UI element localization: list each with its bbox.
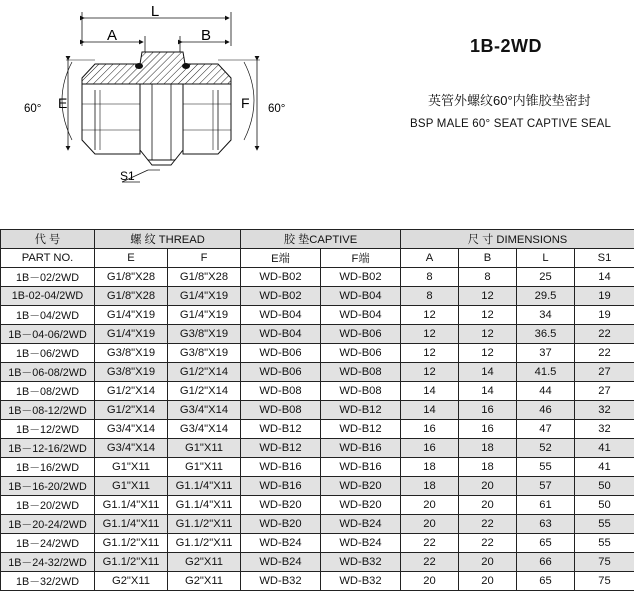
cell-e-captive: WD-B02: [241, 268, 321, 287]
cell-dim-s1: 41: [575, 458, 634, 477]
table-row: [1, 572, 634, 591]
cell-dim-b: 18: [459, 439, 517, 458]
cell-dim-a: 22: [401, 553, 459, 572]
cell-f-captive: WD-B04: [321, 287, 401, 306]
cell-f-thread: G3/8"X19: [168, 344, 241, 363]
table-row: [1, 534, 634, 553]
cell-e-thread: G3/8"X19: [95, 344, 168, 363]
cell-dim-l: 44: [517, 382, 575, 401]
cell-dim-a: 18: [401, 458, 459, 477]
cell-part-no: 1B－16/2WD: [1, 458, 95, 477]
group-header-dimensions: 尺 寸 DIMENSIONS: [401, 230, 634, 249]
cell-dim-l: 37: [517, 344, 575, 363]
cell-dim-s1: 19: [575, 306, 634, 325]
cell-dim-a: 18: [401, 477, 459, 496]
cell-f-captive: WD-B12: [321, 420, 401, 439]
cell-e-captive: WD-B20: [241, 515, 321, 534]
cell-dim-b: 20: [459, 477, 517, 496]
table-row: [1, 401, 634, 420]
cell-dim-b: 14: [459, 382, 517, 401]
cell-f-thread: G1/4"X19: [168, 306, 241, 325]
cell-dim-a: 22: [401, 534, 459, 553]
cell-dim-s1: 55: [575, 515, 634, 534]
group-header-row: [1, 230, 634, 249]
cell-f-thread: G3/4"X14: [168, 420, 241, 439]
cell-dim-a: 12: [401, 363, 459, 382]
cell-dim-a: 12: [401, 344, 459, 363]
cell-f-captive: WD-B02: [321, 268, 401, 287]
cell-dim-b: 18: [459, 458, 517, 477]
cell-f-captive: WD-B08: [321, 363, 401, 382]
cell-dim-a: 20: [401, 496, 459, 515]
sub-header-row: [1, 249, 634, 268]
col-header-e-end: E端: [241, 249, 321, 268]
cell-dim-l: 65: [517, 572, 575, 591]
cell-f-thread: G2"X11: [168, 553, 241, 572]
cell-dim-b: 20: [459, 572, 517, 591]
cell-dim-l: 36.5: [517, 325, 575, 344]
cell-e-captive: WD-B12: [241, 420, 321, 439]
cell-part-no: 1B－08-12/2WD: [1, 401, 95, 420]
cell-f-thread: G2"X11: [168, 572, 241, 591]
cell-f-thread: G1.1/2"X11: [168, 534, 241, 553]
cell-e-thread: G1.1/4"X11: [95, 515, 168, 534]
cell-dim-a: 8: [401, 287, 459, 306]
cell-part-no: 1B－08/2WD: [1, 382, 95, 401]
cell-dim-s1: 19: [575, 287, 634, 306]
col-header-s1: S1: [575, 249, 634, 268]
cell-f-captive: WD-B04: [321, 306, 401, 325]
cell-dim-l: 57: [517, 477, 575, 496]
cell-dim-s1: 32: [575, 401, 634, 420]
cell-f-captive: WD-B32: [321, 572, 401, 591]
cell-dim-l: 34: [517, 306, 575, 325]
cell-e-thread: G1/4"X19: [95, 325, 168, 344]
cell-dim-s1: 27: [575, 363, 634, 382]
product-description-en: BSP MALE 60° SEAT CAPTIVE SEAL: [410, 118, 612, 130]
table-row: [1, 458, 634, 477]
dim-label-A: A: [106, 27, 118, 44]
cell-dim-a: 14: [401, 401, 459, 420]
cell-e-captive: WD-B12: [241, 439, 321, 458]
cell-dim-l: 65: [517, 534, 575, 553]
cell-dim-s1: 27: [575, 382, 634, 401]
cell-dim-s1: 22: [575, 325, 634, 344]
cell-dim-s1: 50: [575, 477, 634, 496]
cell-f-captive: WD-B32: [321, 553, 401, 572]
cell-e-captive: WD-B16: [241, 477, 321, 496]
cell-dim-l: 25: [517, 268, 575, 287]
cell-dim-b: 16: [459, 420, 517, 439]
cell-part-no: 1B－24-32/2WD: [1, 553, 95, 572]
cell-part-no: 1B－02/2WD: [1, 268, 95, 287]
cell-dim-s1: 14: [575, 268, 634, 287]
dim-label-S1: S1: [120, 169, 135, 183]
cell-e-thread: G1/4"X19: [95, 306, 168, 325]
cell-f-captive: WD-B20: [321, 477, 401, 496]
cell-dim-l: 29.5: [517, 287, 575, 306]
cell-e-thread: G1/2"X14: [95, 382, 168, 401]
cell-part-no: 1B－04/2WD: [1, 306, 95, 325]
cell-dim-l: 47: [517, 420, 575, 439]
angle-label-right: 60°: [268, 103, 286, 115]
cell-e-thread: G1"X11: [95, 458, 168, 477]
cell-f-captive: WD-B24: [321, 515, 401, 534]
dim-label-B: B: [200, 27, 212, 44]
cell-e-captive: WD-B08: [241, 382, 321, 401]
cell-e-thread: G3/4"X14: [95, 420, 168, 439]
cell-e-thread: G1.1/2"X11: [95, 534, 168, 553]
cell-f-captive: WD-B24: [321, 534, 401, 553]
cell-dim-b: 20: [459, 553, 517, 572]
cell-part-no: 1B－20/2WD: [1, 496, 95, 515]
cell-dim-s1: 41: [575, 439, 634, 458]
cell-part-no: 1B-02-04/2WD: [1, 287, 95, 306]
cell-e-thread: G1.1/2"X11: [95, 553, 168, 572]
cell-f-captive: WD-B06: [321, 325, 401, 344]
dim-label-L: L: [150, 3, 160, 20]
cell-dim-s1: 50: [575, 496, 634, 515]
cell-dim-s1: 32: [575, 420, 634, 439]
cell-dim-s1: 22: [575, 344, 634, 363]
table-row: [1, 287, 634, 306]
cell-dim-b: 22: [459, 515, 517, 534]
table-row: [1, 268, 634, 287]
cell-e-thread: G2"X11: [95, 572, 168, 591]
cell-part-no: 1B－16-20/2WD: [1, 477, 95, 496]
cell-part-no: 1B－06/2WD: [1, 344, 95, 363]
col-header-a: A: [401, 249, 459, 268]
group-header-thread: 螺 纹 THREAD: [95, 230, 241, 249]
cell-e-thread: G3/8"X19: [95, 363, 168, 382]
cell-e-captive: WD-B08: [241, 401, 321, 420]
cell-e-captive: WD-B20: [241, 496, 321, 515]
cell-f-thread: G3/8"X19: [168, 325, 241, 344]
product-title: 1B-2WD: [470, 36, 543, 56]
table-row: [1, 496, 634, 515]
cell-dim-b: 16: [459, 401, 517, 420]
cell-f-thread: G1.1/2"X11: [168, 515, 241, 534]
cell-dim-b: 14: [459, 363, 517, 382]
cell-e-captive: WD-B24: [241, 534, 321, 553]
cell-e-captive: WD-B02: [241, 287, 321, 306]
cell-dim-a: 8: [401, 268, 459, 287]
fitting-cross-section-svg: [0, 0, 300, 195]
table-row: [1, 306, 634, 325]
col-header-l: L: [517, 249, 575, 268]
cell-dim-l: 55: [517, 458, 575, 477]
cell-part-no: 1B－20-24/2WD: [1, 515, 95, 534]
cell-part-no: 1B－04-06/2WD: [1, 325, 95, 344]
cell-dim-a: 20: [401, 515, 459, 534]
cell-dim-b: 22: [459, 534, 517, 553]
cell-dim-l: 63: [517, 515, 575, 534]
angle-label-left: 60°: [24, 103, 42, 115]
cell-dim-b: 12: [459, 287, 517, 306]
cell-dim-s1: 75: [575, 553, 634, 572]
cell-e-captive: WD-B32: [241, 572, 321, 591]
cell-dim-b: 12: [459, 325, 517, 344]
cell-dim-a: 12: [401, 325, 459, 344]
cell-e-thread: G3/4"X14: [95, 439, 168, 458]
cell-f-thread: G1/2"X14: [168, 363, 241, 382]
cell-dim-a: 14: [401, 382, 459, 401]
cell-f-thread: G1/2"X14: [168, 382, 241, 401]
table-row: [1, 325, 634, 344]
fitting-drawing: [0, 0, 300, 195]
cell-dim-l: 61: [517, 496, 575, 515]
cell-dim-a: 16: [401, 420, 459, 439]
table-row: [1, 439, 634, 458]
cell-e-captive: WD-B04: [241, 306, 321, 325]
cell-f-captive: WD-B16: [321, 458, 401, 477]
col-header-part-no: PART NO.: [1, 249, 95, 268]
cell-dim-b: 12: [459, 344, 517, 363]
table-row: [1, 553, 634, 572]
cell-f-captive: WD-B12: [321, 401, 401, 420]
cell-dim-s1: 75: [575, 572, 634, 591]
cell-dim-s1: 55: [575, 534, 634, 553]
cell-f-captive: WD-B20: [321, 496, 401, 515]
cell-part-no: 1B－12/2WD: [1, 420, 95, 439]
table-row: [1, 344, 634, 363]
table-row: [1, 515, 634, 534]
cell-part-no: 1B－12-16/2WD: [1, 439, 95, 458]
cell-dim-b: 8: [459, 268, 517, 287]
cell-dim-l: 52: [517, 439, 575, 458]
dim-label-E: E: [58, 95, 68, 111]
cell-e-thread: G1/8"X28: [95, 268, 168, 287]
cell-dim-l: 41.5: [517, 363, 575, 382]
cell-f-thread: G3/4"X14: [168, 401, 241, 420]
col-header-f-thread: F: [168, 249, 241, 268]
cell-dim-b: 12: [459, 306, 517, 325]
group-header-part: 代 号: [1, 230, 95, 249]
cell-e-captive: WD-B06: [241, 344, 321, 363]
cell-e-thread: G1.1/4"X11: [95, 496, 168, 515]
table-row: [1, 363, 634, 382]
cell-part-no: 1B－32/2WD: [1, 572, 95, 591]
cell-dim-a: 12: [401, 306, 459, 325]
table-row: [1, 420, 634, 439]
table-row: [1, 477, 634, 496]
cell-dim-l: 66: [517, 553, 575, 572]
cell-e-captive: WD-B04: [241, 325, 321, 344]
cell-f-captive: WD-B06: [321, 344, 401, 363]
dim-label-F: F: [241, 95, 250, 111]
product-description-zh: 英管外螺纹60°内锥胶垫密封: [428, 93, 591, 108]
cell-f-thread: G1.1/4"X11: [168, 496, 241, 515]
cell-f-thread: G1"X11: [168, 439, 241, 458]
cell-dim-a: 20: [401, 572, 459, 591]
cell-dim-l: 46: [517, 401, 575, 420]
cell-f-thread: G1/8"X28: [168, 268, 241, 287]
cell-f-thread: G1/4"X19: [168, 287, 241, 306]
cell-dim-b: 20: [459, 496, 517, 515]
cell-e-captive: WD-B16: [241, 458, 321, 477]
col-header-f-end: F端: [321, 249, 401, 268]
group-header-captive: 胶 垫CAPTIVE: [241, 230, 401, 249]
col-header-e-thread: E: [95, 249, 168, 268]
cell-f-captive: WD-B16: [321, 439, 401, 458]
cell-e-thread: G1/2"X14: [95, 401, 168, 420]
cell-e-thread: G1/8"X28: [95, 287, 168, 306]
cell-e-captive: WD-B06: [241, 363, 321, 382]
cell-f-thread: G1.1/4"X11: [168, 477, 241, 496]
cell-f-thread: G1"X11: [168, 458, 241, 477]
spec-table: [0, 229, 634, 591]
cell-part-no: 1B－24/2WD: [1, 534, 95, 553]
cell-e-captive: WD-B24: [241, 553, 321, 572]
cell-dim-a: 16: [401, 439, 459, 458]
table-row: [1, 382, 634, 401]
col-header-b: B: [459, 249, 517, 268]
cell-f-captive: WD-B08: [321, 382, 401, 401]
cell-e-thread: G1"X11: [95, 477, 168, 496]
cell-part-no: 1B－06-08/2WD: [1, 363, 95, 382]
